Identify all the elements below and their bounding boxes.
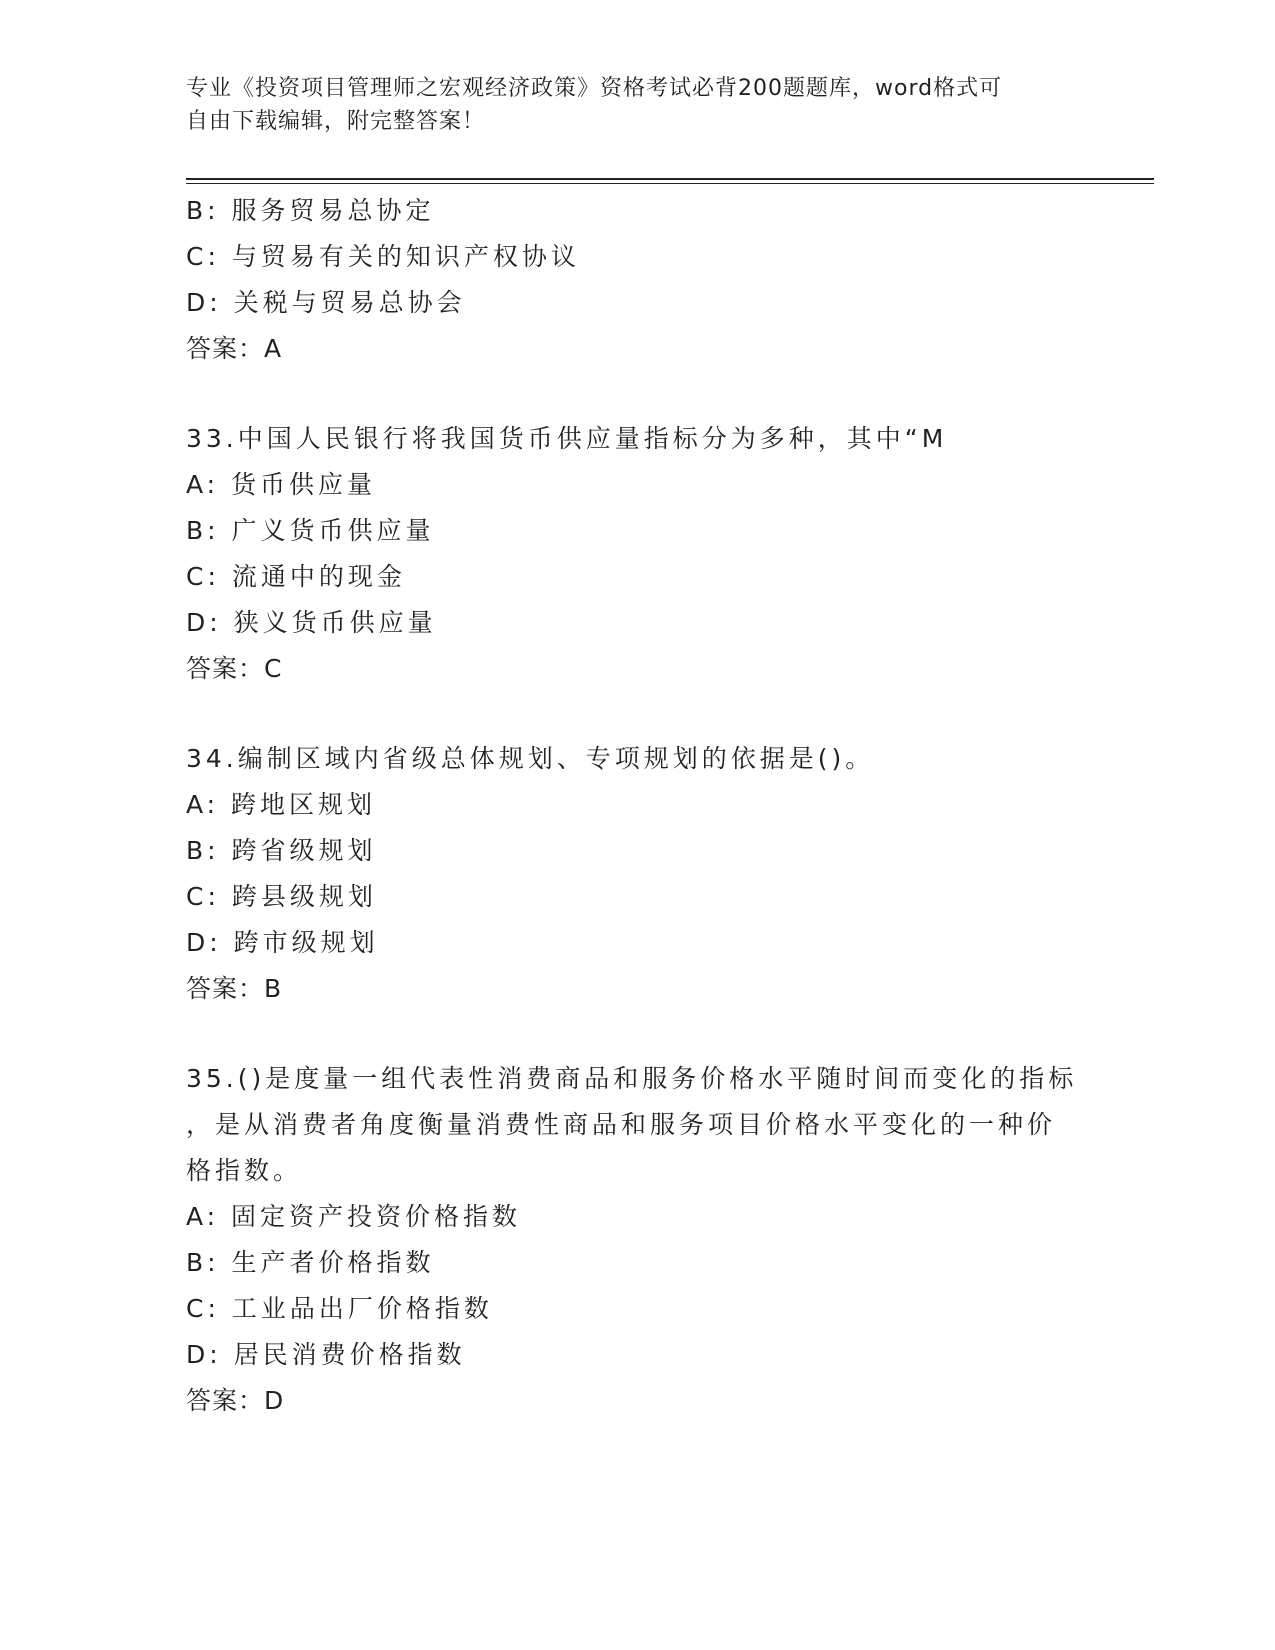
option-d: D: 跨市级规划: [186, 928, 379, 957]
question-block-34: [186, 736, 1086, 1012]
answer-line: 答案：A: [186, 334, 283, 363]
header-rule-thin: [186, 183, 1154, 184]
question-stem-line-3: 格指数。: [186, 1156, 303, 1185]
question-block-continued: [186, 188, 1086, 372]
option-a: A: 固定资产投资价格指数: [186, 1202, 522, 1231]
option-c: C: 跨县级规划: [186, 882, 377, 911]
question-list: [186, 188, 1086, 1468]
header-rule-thick: [186, 178, 1154, 180]
question-stem: 33.中国人民银行将我国货币供应量指标分为多种，其中“M: [186, 424, 948, 453]
option-d: D: 关税与贸易总协会: [186, 288, 466, 317]
answer-line: 答案：B: [186, 974, 283, 1003]
question-stem-line-2: ，是从消费者角度衡量消费性商品和服务项目价格水平变化的一种价: [186, 1110, 1057, 1139]
question-block-33: [186, 416, 1086, 692]
option-b: B: 广义货币供应量: [186, 516, 435, 545]
option-c: C: 工业品出厂价格指数: [186, 1294, 493, 1323]
question-block-35: [186, 1056, 1086, 1424]
question-stem: 34.编制区域内省级总体规划、专项规划的依据是()。: [186, 744, 875, 773]
option-c: C: 与贸易有关的知识产权协议: [186, 242, 580, 271]
option-d: D: 狭义货币供应量: [186, 608, 437, 637]
document-header: [186, 72, 1086, 138]
answer-line: 答案：C: [186, 654, 283, 683]
header-line-1: 专业《投资项目管理师之宏观经济政策》资格考试必背200题题库，word格式可: [186, 76, 1003, 101]
question-stem-line-1: 35.()是度量一组代表性消费商品和服务价格水平随时间而变化的指标: [186, 1064, 1078, 1093]
option-d: D: 居民消费价格指数: [186, 1340, 466, 1369]
option-c: C: 流通中的现金: [186, 562, 406, 591]
option-a: A: 跨地区规划: [186, 790, 377, 819]
option-b: B: 跨省级规划: [186, 836, 377, 865]
option-b: B: 生产者价格指数: [186, 1248, 435, 1277]
answer-line: 答案：D: [186, 1386, 285, 1415]
option-b: B: 服务贸易总协定: [186, 196, 435, 225]
option-a: A: 货币供应量: [186, 470, 377, 499]
header-line-2: 自由下载编辑，附完整答案！: [186, 109, 486, 134]
